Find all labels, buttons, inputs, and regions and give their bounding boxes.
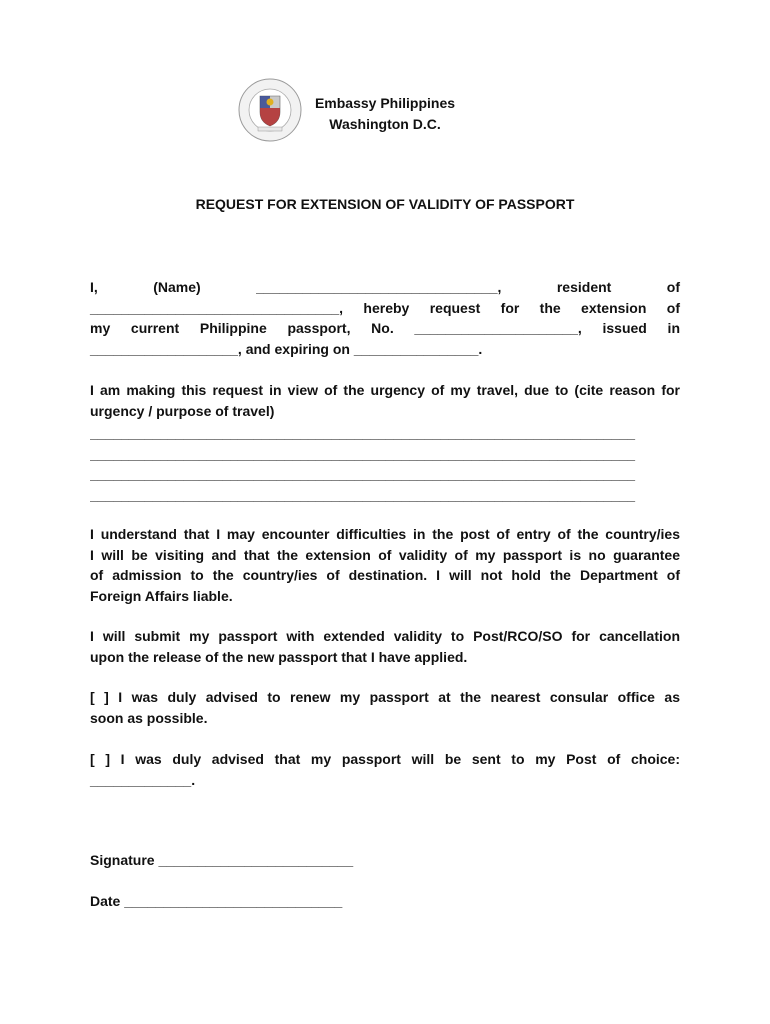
- text-line: urgency / purpose of travel): [90, 402, 275, 419]
- text-line: of admission to the country/ies of destination. I will not hold the Department of: [90, 567, 680, 584]
- text-line: I am making this request in view of the urgency of my travel, due to (cite reason for: [90, 382, 680, 398]
- embassy-location: Washington D.C.: [329, 116, 441, 132]
- text-line: [ ] I was duly advised to renew my passport at the nearest consular office as: [90, 689, 680, 705]
- document-title: REQUEST FOR EXTENSION OF VALIDITY OF PASSPORT: [195, 196, 575, 212]
- text-line: soon as possible.: [90, 709, 208, 726]
- signature-field: [90, 852, 353, 868]
- text-line: upon the release of the new passport that I have applied.: [90, 648, 468, 665]
- paragraph-understanding: [90, 524, 680, 606]
- embassy-seal-icon: [238, 78, 302, 142]
- text-line: my current Philippine passport, No. _____________________, issued in: [90, 320, 680, 337]
- checkbox-renew-advice: [90, 687, 680, 728]
- reason-line: ______________________________________________________________________: [90, 425, 636, 441]
- signature-line: _________________________: [158, 852, 354, 868]
- paragraph-urgency: [90, 380, 680, 421]
- reason-blank-lines: [90, 423, 680, 505]
- text-line: I, (Name) _______________________________, resident of: [90, 279, 680, 295]
- date-line: ____________________________: [124, 893, 343, 909]
- embassy-name: Embassy Philippines: [314, 95, 456, 111]
- text-line: ________________________________, hereby request for the extension of: [90, 299, 680, 316]
- paragraph-applicant-details: [90, 277, 680, 359]
- text-line: I will be visiting and that the extension of validity of my passport is no guarantee: [90, 546, 680, 563]
- text-line: [ ] I was duly advised that my passport will be sent to my Post of choice:: [90, 751, 680, 767]
- text-line: I understand that I may encounter difficulties in the post of entry of the country/ies: [90, 526, 680, 542]
- reason-line: ______________________________________________________________________: [90, 486, 636, 503]
- text-line: Foreign Affairs liable.: [90, 587, 233, 604]
- text-line: _____________.: [90, 771, 196, 788]
- reason-line: ______________________________________________________________________: [90, 466, 636, 483]
- text-line: ___________________, and expiring on ________________.: [90, 340, 483, 357]
- date-label: Date: [90, 893, 121, 909]
- signature-label: Signature: [90, 852, 155, 868]
- checkbox-post-of-choice: [90, 749, 680, 790]
- date-field: [90, 893, 342, 909]
- text-line: I will submit my passport with extended validity to Post/RCO/SO for cancellation: [90, 628, 680, 644]
- reason-line: ______________________________________________________________________: [90, 445, 636, 462]
- embassy-header: [300, 93, 470, 135]
- paragraph-cancellation: [90, 626, 680, 667]
